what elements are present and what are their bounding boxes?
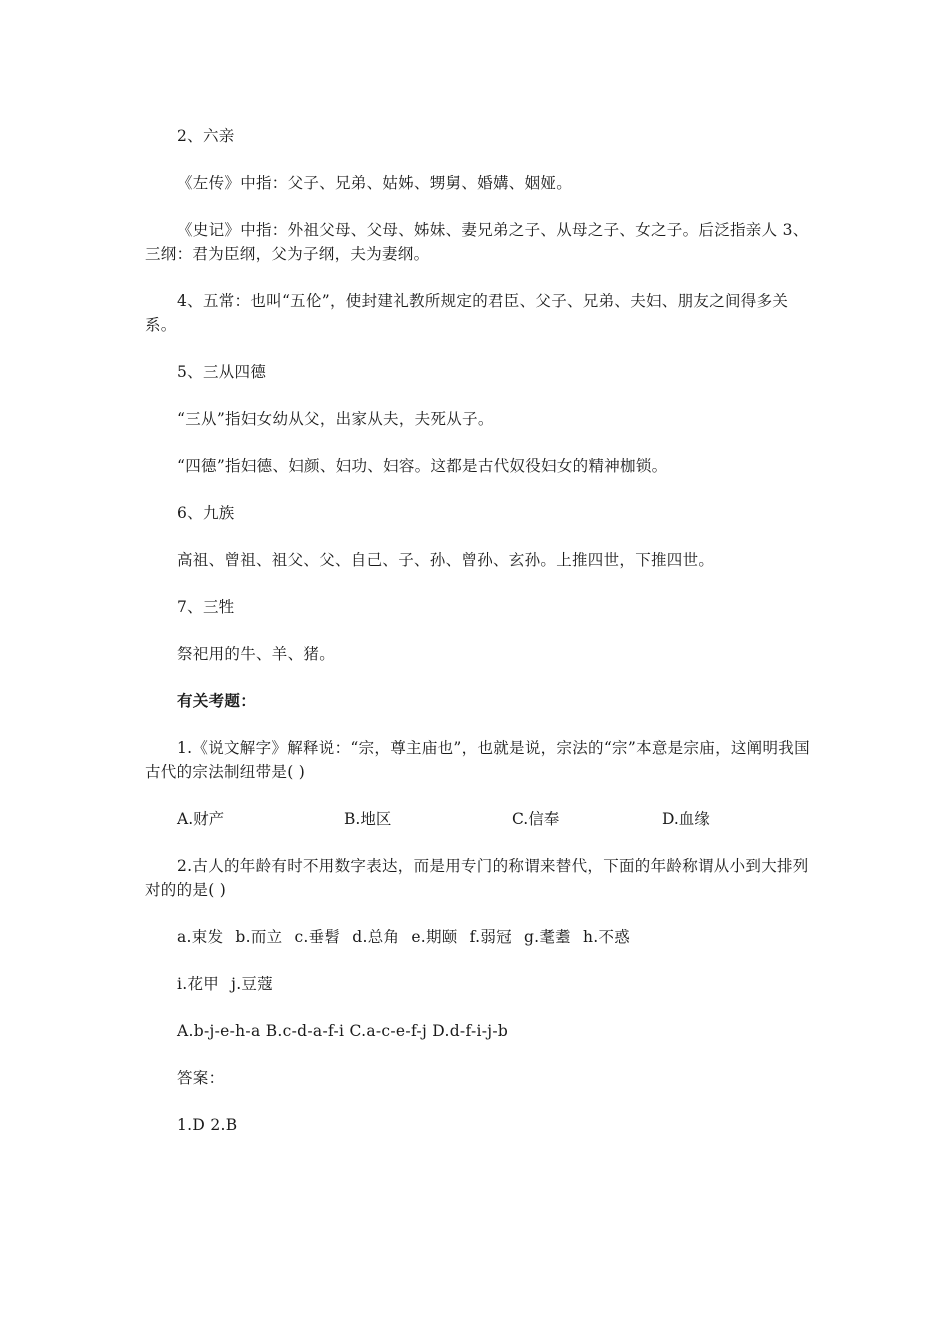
answer-label: 答案： <box>177 1069 225 1087</box>
paragraph-wuchang: 4、五常：也叫“五伦”，使封建礼教所规定的君臣、父子、兄弟、夫妇、朋友之间得多关系。 <box>145 292 789 334</box>
question-1-options <box>145 807 810 831</box>
paragraph-zuozhuan: 《左传》中指：父子、兄弟、姑姊、甥舅、婚媾、姻娅。 <box>177 174 573 192</box>
section-heading-sansheng: 7、三牲 <box>177 598 235 616</box>
paragraph-jiuzu: 高祖、曾祖、祖父、父、自己、子、孙、曾孙、玄孙。上推四世，下推四世。 <box>177 551 715 569</box>
term-item: e.期颐 <box>411 928 458 946</box>
term-item: d.总角 <box>352 928 400 946</box>
option-b: B.地区 <box>344 810 392 828</box>
term-item: c.垂髫 <box>294 928 341 946</box>
term-item: g.耄耋 <box>523 928 571 946</box>
section-heading-liuqin: 2、六亲 <box>177 127 235 145</box>
option-a: A.财产 <box>177 810 225 828</box>
term-item: f.弱冠 <box>469 928 512 946</box>
term-item: i.花甲 <box>177 975 220 993</box>
question-2-terms-line1 <box>145 925 810 949</box>
exam-heading: 有关考题： <box>177 691 257 710</box>
document-page <box>145 124 810 1160</box>
term-item: a.束发 <box>177 928 224 946</box>
paragraph-side: “四德”指妇德、妇颜、妇功、妇容。这都是古代奴役妇女的精神枷锁。 <box>177 457 668 475</box>
option-c: C.信奉 <box>512 810 560 828</box>
paragraph-sansheng: 祭祀用的牛、羊、猪。 <box>177 645 336 663</box>
term-item: h.不惑 <box>583 928 631 946</box>
term-item: b.而立 <box>235 928 283 946</box>
question-2-terms-line2 <box>145 972 810 996</box>
question-2: 2.古人的年龄有时不用数字表达，而是用专门的称谓来替代，下面的年龄称谓从小到大排列对的的是( ) <box>145 857 809 899</box>
paragraph-shiji: 《史记》中指：外祖父母、父母、姊妹、妻兄弟之子、从母之子、女之子。后泛指亲人 3、三纲：君为臣纲，父为子纲，夫为妻纲。 <box>145 221 809 263</box>
section-heading-jiuzu: 6、九族 <box>177 504 235 522</box>
option-d: D.血缘 <box>662 810 710 828</box>
question-2-choices: A.b-j-e-h-a B.c-d-a-f-i C.a-c-e-f-j D.d-f-i-j-b <box>177 1022 509 1040</box>
question-1: 1.《说文解字》解释说：“宗，尊主庙也”，也就是说，宗法的“宗”本意是宗庙，这阐明我国古代的宗法制纽带是( ) <box>145 739 810 781</box>
term-item: j.豆蔻 <box>231 975 274 993</box>
paragraph-sancong: “三从”指妇女幼从父，出家从夫，夫死从子。 <box>177 410 494 428</box>
section-heading-sancongside: 5、三从四德 <box>177 363 267 381</box>
answer-text: 1.D 2.B <box>177 1116 238 1134</box>
